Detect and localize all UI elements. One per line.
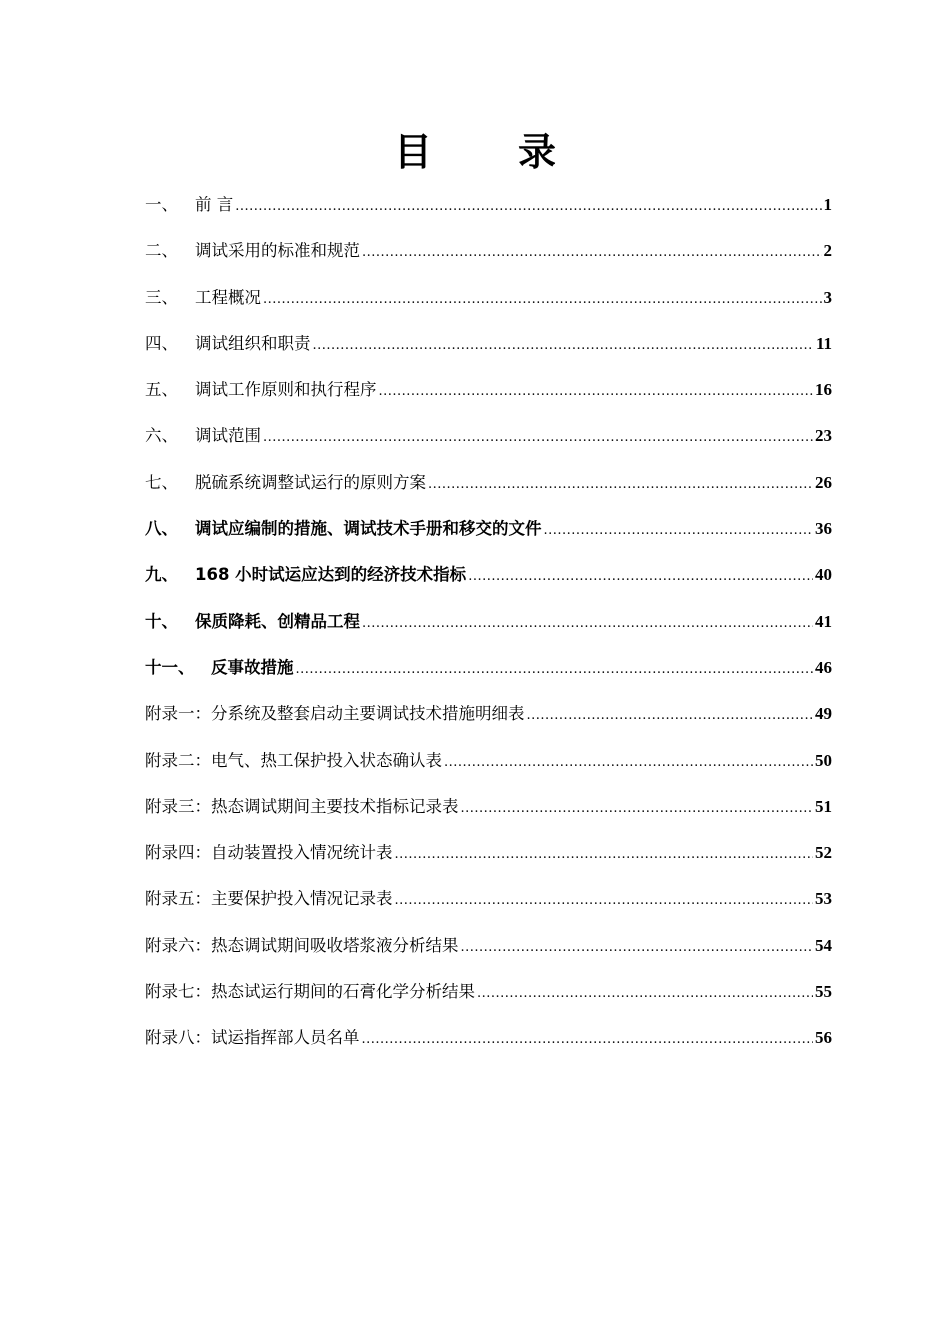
toc-entry[interactable] — [145, 1022, 832, 1068]
toc-dot-leader — [235, 191, 821, 223]
toc-dot-leader — [313, 330, 814, 362]
toc-entry-number: 二、 — [145, 241, 178, 261]
toc-dot-leader — [263, 284, 822, 316]
toc-entry-label: 168 小时试运应达到的经济技术指标 — [195, 565, 467, 585]
toc-page-number: 46 — [815, 657, 832, 677]
toc-dot-leader — [379, 376, 814, 408]
toc-entry-number: 八、 — [145, 519, 178, 539]
toc-entry-label: 附录四：自动装置投入情况统计表 — [145, 843, 393, 863]
toc-dot-leader — [395, 885, 814, 917]
toc-dot-leader — [428, 469, 813, 501]
toc-entry[interactable] — [145, 189, 832, 235]
toc-entry-label: 调试采用的标准和规范 — [195, 241, 360, 261]
toc-entry-number: 七、 — [145, 472, 178, 492]
toc-entry[interactable] — [145, 698, 832, 744]
toc-entry[interactable] — [145, 420, 832, 466]
toc-dot-leader — [461, 793, 814, 825]
toc-entry[interactable] — [145, 606, 832, 652]
toc-page-number: 50 — [815, 750, 832, 770]
toc-entry[interactable] — [145, 467, 832, 513]
toc-title-right: 录 — [518, 129, 557, 174]
toc-entry-number: 十一、 — [145, 657, 195, 677]
toc-page-number: 16 — [815, 380, 832, 400]
toc-dot-leader — [362, 237, 822, 269]
toc-page-number: 23 — [815, 426, 832, 446]
toc-dot-leader — [296, 654, 814, 686]
toc-entry-label: 脱硫系统调整试运行的原则方案 — [195, 472, 426, 492]
toc-entry[interactable] — [145, 235, 832, 281]
toc-dot-leader — [477, 978, 813, 1010]
toc-page-number: 51 — [815, 796, 832, 816]
toc-page-number: 11 — [815, 333, 832, 353]
toc-entry-label: 附录五：主要保护投入情况记录表 — [145, 889, 393, 909]
toc-page-number: 36 — [815, 519, 832, 539]
toc-page-number: 2 — [823, 241, 832, 261]
toc-dot-leader — [362, 1024, 814, 1056]
toc-page-number: 40 — [815, 565, 832, 585]
toc-entry[interactable] — [145, 328, 832, 374]
toc-dot-leader — [468, 561, 813, 593]
toc-entry-label: 调试范围 — [195, 426, 261, 446]
toc-entry-label: 工程概况 — [195, 287, 261, 307]
toc-page-number: 56 — [815, 1028, 832, 1048]
toc-entry[interactable] — [145, 652, 832, 698]
toc-entry[interactable] — [145, 513, 832, 559]
toc-entry[interactable] — [145, 837, 832, 883]
toc-page-number: 53 — [815, 889, 832, 909]
toc-entry-label: 附录三：热态调试期间主要技术指标记录表 — [145, 796, 459, 816]
toc-title — [0, 124, 950, 180]
toc-entry[interactable] — [145, 374, 832, 420]
toc-page-number: 49 — [815, 704, 832, 724]
toc-page-number: 41 — [815, 611, 832, 631]
toc-entry-number: 六、 — [145, 426, 178, 446]
toc-page-number: 1 — [823, 195, 832, 214]
toc-entry-number: 四、 — [145, 333, 178, 353]
toc-entry[interactable] — [145, 745, 832, 791]
toc-entry-number: 三、 — [145, 287, 178, 307]
toc-page-number: 26 — [815, 472, 832, 492]
toc-page-number: 3 — [823, 287, 832, 307]
toc-entry-number: 十、 — [145, 611, 178, 631]
toc-dot-leader — [461, 932, 814, 964]
toc-entry-label: 附录八：试运指挥部人员名单 — [145, 1028, 360, 1048]
toc-entry-label: 调试组织和职责 — [195, 333, 311, 353]
toc-entry-label: 附录一：分系统及整套启动主要调试技术措施明细表 — [145, 704, 525, 724]
toc-list — [145, 189, 832, 1069]
toc-entry-number: 一、 — [145, 195, 178, 214]
toc-entry[interactable] — [145, 282, 832, 328]
toc-entry-number: 九、 — [145, 565, 178, 585]
toc-entry[interactable] — [145, 930, 832, 976]
toc-page-number: 52 — [815, 843, 832, 863]
toc-dot-leader — [527, 700, 814, 732]
toc-entry-label: 反事故措施 — [211, 657, 294, 677]
toc-dot-leader — [395, 839, 814, 871]
toc-entry-label: 附录二：电气、热工保护投入状态确认表 — [145, 750, 442, 770]
toc-dot-leader — [444, 747, 813, 779]
toc-dot-leader — [263, 422, 813, 454]
toc-dot-leader — [362, 608, 813, 640]
toc-entry-number: 五、 — [145, 380, 178, 400]
toc-entry-label: 调试应编制的措施、调试技术手册和移交的文件 — [195, 519, 542, 539]
toc-title-left: 目 — [393, 129, 432, 174]
toc-entry-label: 附录六：热态调试期间吸收塔浆液分析结果 — [145, 935, 459, 955]
toc-page-number: 55 — [815, 982, 832, 1002]
toc-entry[interactable] — [145, 883, 832, 929]
toc-entry-label: 调试工作原则和执行程序 — [195, 380, 377, 400]
toc-entry-label: 保质降耗、创精品工程 — [195, 611, 360, 631]
toc-entry[interactable] — [145, 559, 832, 605]
toc-dot-leader — [544, 515, 814, 547]
toc-entry[interactable] — [145, 791, 832, 837]
toc-page-number: 54 — [815, 935, 832, 955]
toc-entry-label: 前 言 — [195, 195, 234, 214]
toc-entry[interactable] — [145, 976, 832, 1022]
toc-entry-label: 附录七：热态试运行期间的石膏化学分析结果 — [145, 982, 475, 1002]
